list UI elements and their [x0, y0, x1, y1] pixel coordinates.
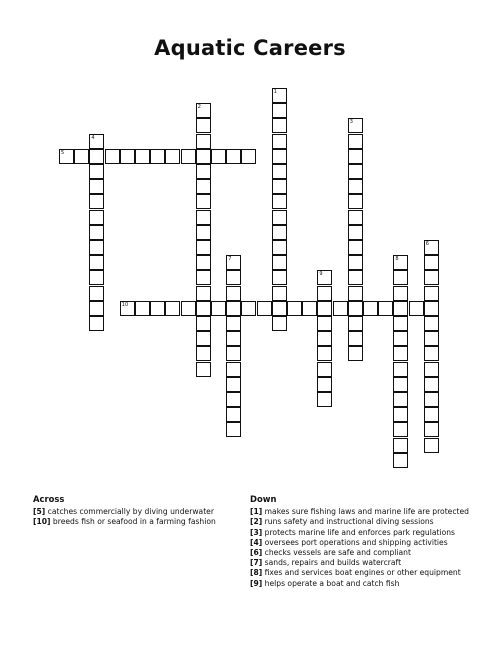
crossword-cell[interactable]	[348, 179, 363, 194]
crossword-cell[interactable]	[196, 240, 211, 255]
crossword-cell[interactable]	[272, 270, 287, 285]
crossword-cell[interactable]	[135, 149, 150, 164]
across-clue	[33, 507, 233, 517]
crossword-cell[interactable]	[150, 301, 165, 316]
clue-text: helps operate a boat and catch fish	[262, 578, 400, 588]
crossword-cell[interactable]	[226, 149, 241, 164]
crossword-cell[interactable]	[105, 149, 120, 164]
crossword-cell[interactable]	[196, 255, 211, 270]
crossword-cell[interactable]	[424, 301, 439, 316]
crossword-cell[interactable]	[89, 164, 104, 179]
crossword-cell[interactable]	[241, 301, 256, 316]
crossword-cell[interactable]	[196, 331, 211, 346]
crossword-cell[interactable]	[241, 149, 256, 164]
crossword-cell[interactable]	[196, 346, 211, 361]
down-clue	[250, 528, 485, 538]
down-clue	[250, 517, 485, 527]
crossword-cell[interactable]	[226, 301, 241, 316]
crossword-cell[interactable]	[135, 301, 150, 316]
crossword-cell[interactable]	[89, 225, 104, 240]
crossword-cell[interactable]	[393, 301, 408, 316]
down-clue	[250, 579, 485, 589]
clue-text: sands, repairs and builds watercraft	[262, 558, 402, 568]
crossword-cell[interactable]	[196, 225, 211, 240]
crossword-cell[interactable]	[393, 286, 408, 301]
clue-number: [1]	[250, 507, 263, 517]
crossword-cell[interactable]	[348, 134, 363, 149]
crossword-cell[interactable]	[393, 422, 408, 437]
cell-number: 4	[91, 134, 95, 141]
down-heading: Down	[250, 494, 277, 504]
crossword-cell[interactable]	[348, 225, 363, 240]
crossword-cell[interactable]	[226, 422, 241, 437]
clue-text: catches commercially by diving underwater	[45, 507, 214, 517]
cell-number: 10	[121, 301, 129, 308]
crossword-cell[interactable]	[348, 149, 363, 164]
crossword-cell[interactable]	[317, 392, 332, 407]
crossword-cell[interactable]	[317, 270, 332, 285]
crossword-cell[interactable]	[393, 316, 408, 331]
crossword-cell[interactable]	[424, 346, 439, 361]
crossword-cell[interactable]	[424, 240, 439, 255]
crossword-cell[interactable]	[196, 316, 211, 331]
crossword-cell[interactable]	[196, 286, 211, 301]
clue-number: [8]	[250, 568, 263, 578]
crossword-cell[interactable]	[211, 149, 226, 164]
crossword-cell[interactable]	[317, 301, 332, 316]
crossword-cell[interactable]	[226, 407, 241, 422]
clue-number: [4]	[250, 537, 263, 547]
crossword-cell[interactable]	[272, 301, 287, 316]
crossword-cell[interactable]	[120, 301, 135, 316]
clue-number: [5]	[33, 507, 46, 517]
crossword-cell[interactable]	[272, 286, 287, 301]
crossword-cell[interactable]	[424, 392, 439, 407]
crossword-cell[interactable]	[226, 377, 241, 392]
crossword-cell[interactable]	[424, 286, 439, 301]
clue-number: [3]	[250, 527, 263, 537]
crossword-cell[interactable]	[89, 210, 104, 225]
clue-text: protects marine life and enforces park regulations	[262, 527, 456, 537]
crossword-cell[interactable]	[272, 134, 287, 149]
crossword-cell[interactable]	[348, 301, 363, 316]
down-clues	[250, 494, 485, 589]
crossword-cell[interactable]	[424, 255, 439, 270]
crossword-cell[interactable]	[120, 149, 135, 164]
crossword-cell[interactable]	[272, 88, 287, 103]
crossword-cell[interactable]	[226, 255, 241, 270]
crossword-cell[interactable]	[424, 422, 439, 437]
crossword-cell[interactable]	[181, 301, 196, 316]
crossword-cell[interactable]	[196, 270, 211, 285]
clue-text: fixes and services boat engines or other equipment	[262, 568, 461, 578]
down-clue-list	[250, 507, 485, 589]
crossword-cell[interactable]	[424, 377, 439, 392]
crossword-cell[interactable]	[196, 103, 211, 118]
crossword-cell[interactable]	[317, 377, 332, 392]
crossword-cell[interactable]	[181, 149, 196, 164]
crossword-cell[interactable]	[348, 194, 363, 209]
crossword-cell[interactable]	[211, 301, 226, 316]
crossword-cell[interactable]	[89, 286, 104, 301]
crossword-cell[interactable]	[89, 316, 104, 331]
crossword-cell[interactable]	[424, 316, 439, 331]
crossword-cell[interactable]	[196, 194, 211, 209]
crossword-cell[interactable]	[89, 270, 104, 285]
crossword-cell[interactable]	[348, 210, 363, 225]
down-clue	[250, 548, 485, 558]
crossword-cell[interactable]	[393, 453, 408, 468]
crossword-cell[interactable]	[333, 301, 348, 316]
crossword-cell[interactable]	[165, 301, 180, 316]
across-clues	[33, 494, 233, 528]
cell-number: 3	[349, 119, 353, 126]
crossword-cell[interactable]	[272, 179, 287, 194]
crossword-cell[interactable]	[424, 407, 439, 422]
crossword-cell[interactable]	[393, 270, 408, 285]
crossword-cell[interactable]	[226, 270, 241, 285]
page-title: Aquatic Careers	[154, 36, 346, 60]
clue-number: [2]	[250, 517, 263, 527]
crossword-cell[interactable]	[272, 149, 287, 164]
crossword-cell[interactable]	[348, 316, 363, 331]
crossword-cell[interactable]	[89, 194, 104, 209]
crossword-cell[interactable]	[226, 362, 241, 377]
crossword-cell[interactable]	[196, 164, 211, 179]
clue-number: [10]	[33, 517, 51, 527]
crossword-cell[interactable]	[348, 255, 363, 270]
crossword-cell[interactable]	[378, 301, 393, 316]
crossword-cell[interactable]	[89, 134, 104, 149]
down-clue	[250, 507, 485, 517]
down-clue	[250, 568, 485, 578]
across-clue	[33, 517, 233, 527]
crossword-cell[interactable]	[272, 118, 287, 133]
cell-number: 5	[61, 149, 65, 156]
crossword-cell[interactable]	[317, 346, 332, 361]
crossword-cell[interactable]	[196, 149, 211, 164]
clue-text: checks vessels are safe and compliant	[262, 548, 411, 558]
down-clue	[250, 538, 485, 548]
crossword-cell[interactable]	[257, 301, 272, 316]
clue-text: breeds fish or seafood in a farming fashion	[50, 517, 216, 527]
crossword-cell[interactable]	[393, 362, 408, 377]
clue-text: oversees port operations and shipping activities	[262, 537, 448, 547]
crossword-cell[interactable]	[272, 255, 287, 270]
crossword-cell[interactable]	[424, 438, 439, 453]
crossword-cell[interactable]	[89, 255, 104, 270]
crossword-cell[interactable]	[393, 438, 408, 453]
cell-number: 7	[228, 256, 232, 263]
crossword-cell[interactable]	[196, 118, 211, 133]
crossword-cell[interactable]	[226, 286, 241, 301]
clue-number: [9]	[250, 578, 263, 588]
clue-text: makes sure fishing laws and marine life are protected	[262, 507, 470, 517]
cell-number: 8	[395, 256, 399, 263]
crossword-cell[interactable]	[393, 392, 408, 407]
crossword-cell[interactable]	[89, 179, 104, 194]
crossword-cell[interactable]	[226, 316, 241, 331]
crossword-cell[interactable]	[89, 301, 104, 316]
crossword-cell[interactable]	[74, 149, 89, 164]
crossword-cell[interactable]	[196, 134, 211, 149]
crossword-cell[interactable]	[150, 149, 165, 164]
crossword-cell[interactable]	[272, 164, 287, 179]
cell-number: 1	[273, 89, 277, 95]
crossword-cell[interactable]	[272, 240, 287, 255]
crossword-cell[interactable]	[348, 331, 363, 346]
crossword-cell[interactable]	[363, 301, 378, 316]
crossword-cell[interactable]	[393, 407, 408, 422]
crossword-cell[interactable]	[196, 362, 211, 377]
crossword-cell[interactable]	[196, 301, 211, 316]
crossword-cell[interactable]	[226, 331, 241, 346]
crossword-cell[interactable]	[348, 270, 363, 285]
crossword-cell[interactable]	[317, 286, 332, 301]
clue-text: runs safety and instructional diving sessions	[262, 517, 434, 527]
cell-number: 2	[197, 104, 201, 111]
clue-number: [7]	[250, 558, 263, 568]
crossword-cell[interactable]	[393, 331, 408, 346]
crossword-cell[interactable]	[317, 316, 332, 331]
across-clue-list	[33, 507, 233, 527]
crossword-cell[interactable]	[272, 225, 287, 240]
crossword-cell[interactable]	[226, 392, 241, 407]
crossword-cell[interactable]	[196, 210, 211, 225]
cell-number: 9	[319, 271, 323, 278]
crossword-cell[interactable]	[272, 194, 287, 209]
across-heading: Across	[33, 494, 65, 504]
crossword-cell[interactable]	[348, 286, 363, 301]
crossword-cell[interactable]	[196, 179, 211, 194]
crossword-cell[interactable]	[393, 377, 408, 392]
crossword-cell[interactable]	[226, 346, 241, 361]
crossword-cell[interactable]	[348, 240, 363, 255]
crossword-cell[interactable]	[424, 331, 439, 346]
crossword-cell[interactable]	[89, 149, 104, 164]
crossword-cell[interactable]	[317, 331, 332, 346]
crossword-cell[interactable]	[348, 164, 363, 179]
crossword-cell[interactable]	[424, 270, 439, 285]
cell-number: 6	[425, 241, 429, 247]
crossword-cell[interactable]	[287, 301, 302, 316]
crossword-cell[interactable]	[393, 346, 408, 361]
crossword-cell[interactable]	[272, 103, 287, 118]
clue-number: [6]	[250, 548, 263, 558]
crossword-cell[interactable]	[272, 210, 287, 225]
crossword-cell[interactable]	[89, 240, 104, 255]
crossword-cell[interactable]	[409, 301, 424, 316]
crossword-cell[interactable]	[165, 149, 180, 164]
crossword-cell[interactable]	[393, 255, 408, 270]
crossword-cell[interactable]	[348, 346, 363, 361]
down-clue	[250, 558, 485, 568]
crossword-cell[interactable]	[59, 149, 74, 164]
crossword-cell[interactable]	[302, 301, 317, 316]
crossword-cell[interactable]	[317, 362, 332, 377]
crossword-cell[interactable]	[348, 118, 363, 133]
crossword-cell[interactable]	[272, 316, 287, 331]
crossword-cell[interactable]	[424, 362, 439, 377]
